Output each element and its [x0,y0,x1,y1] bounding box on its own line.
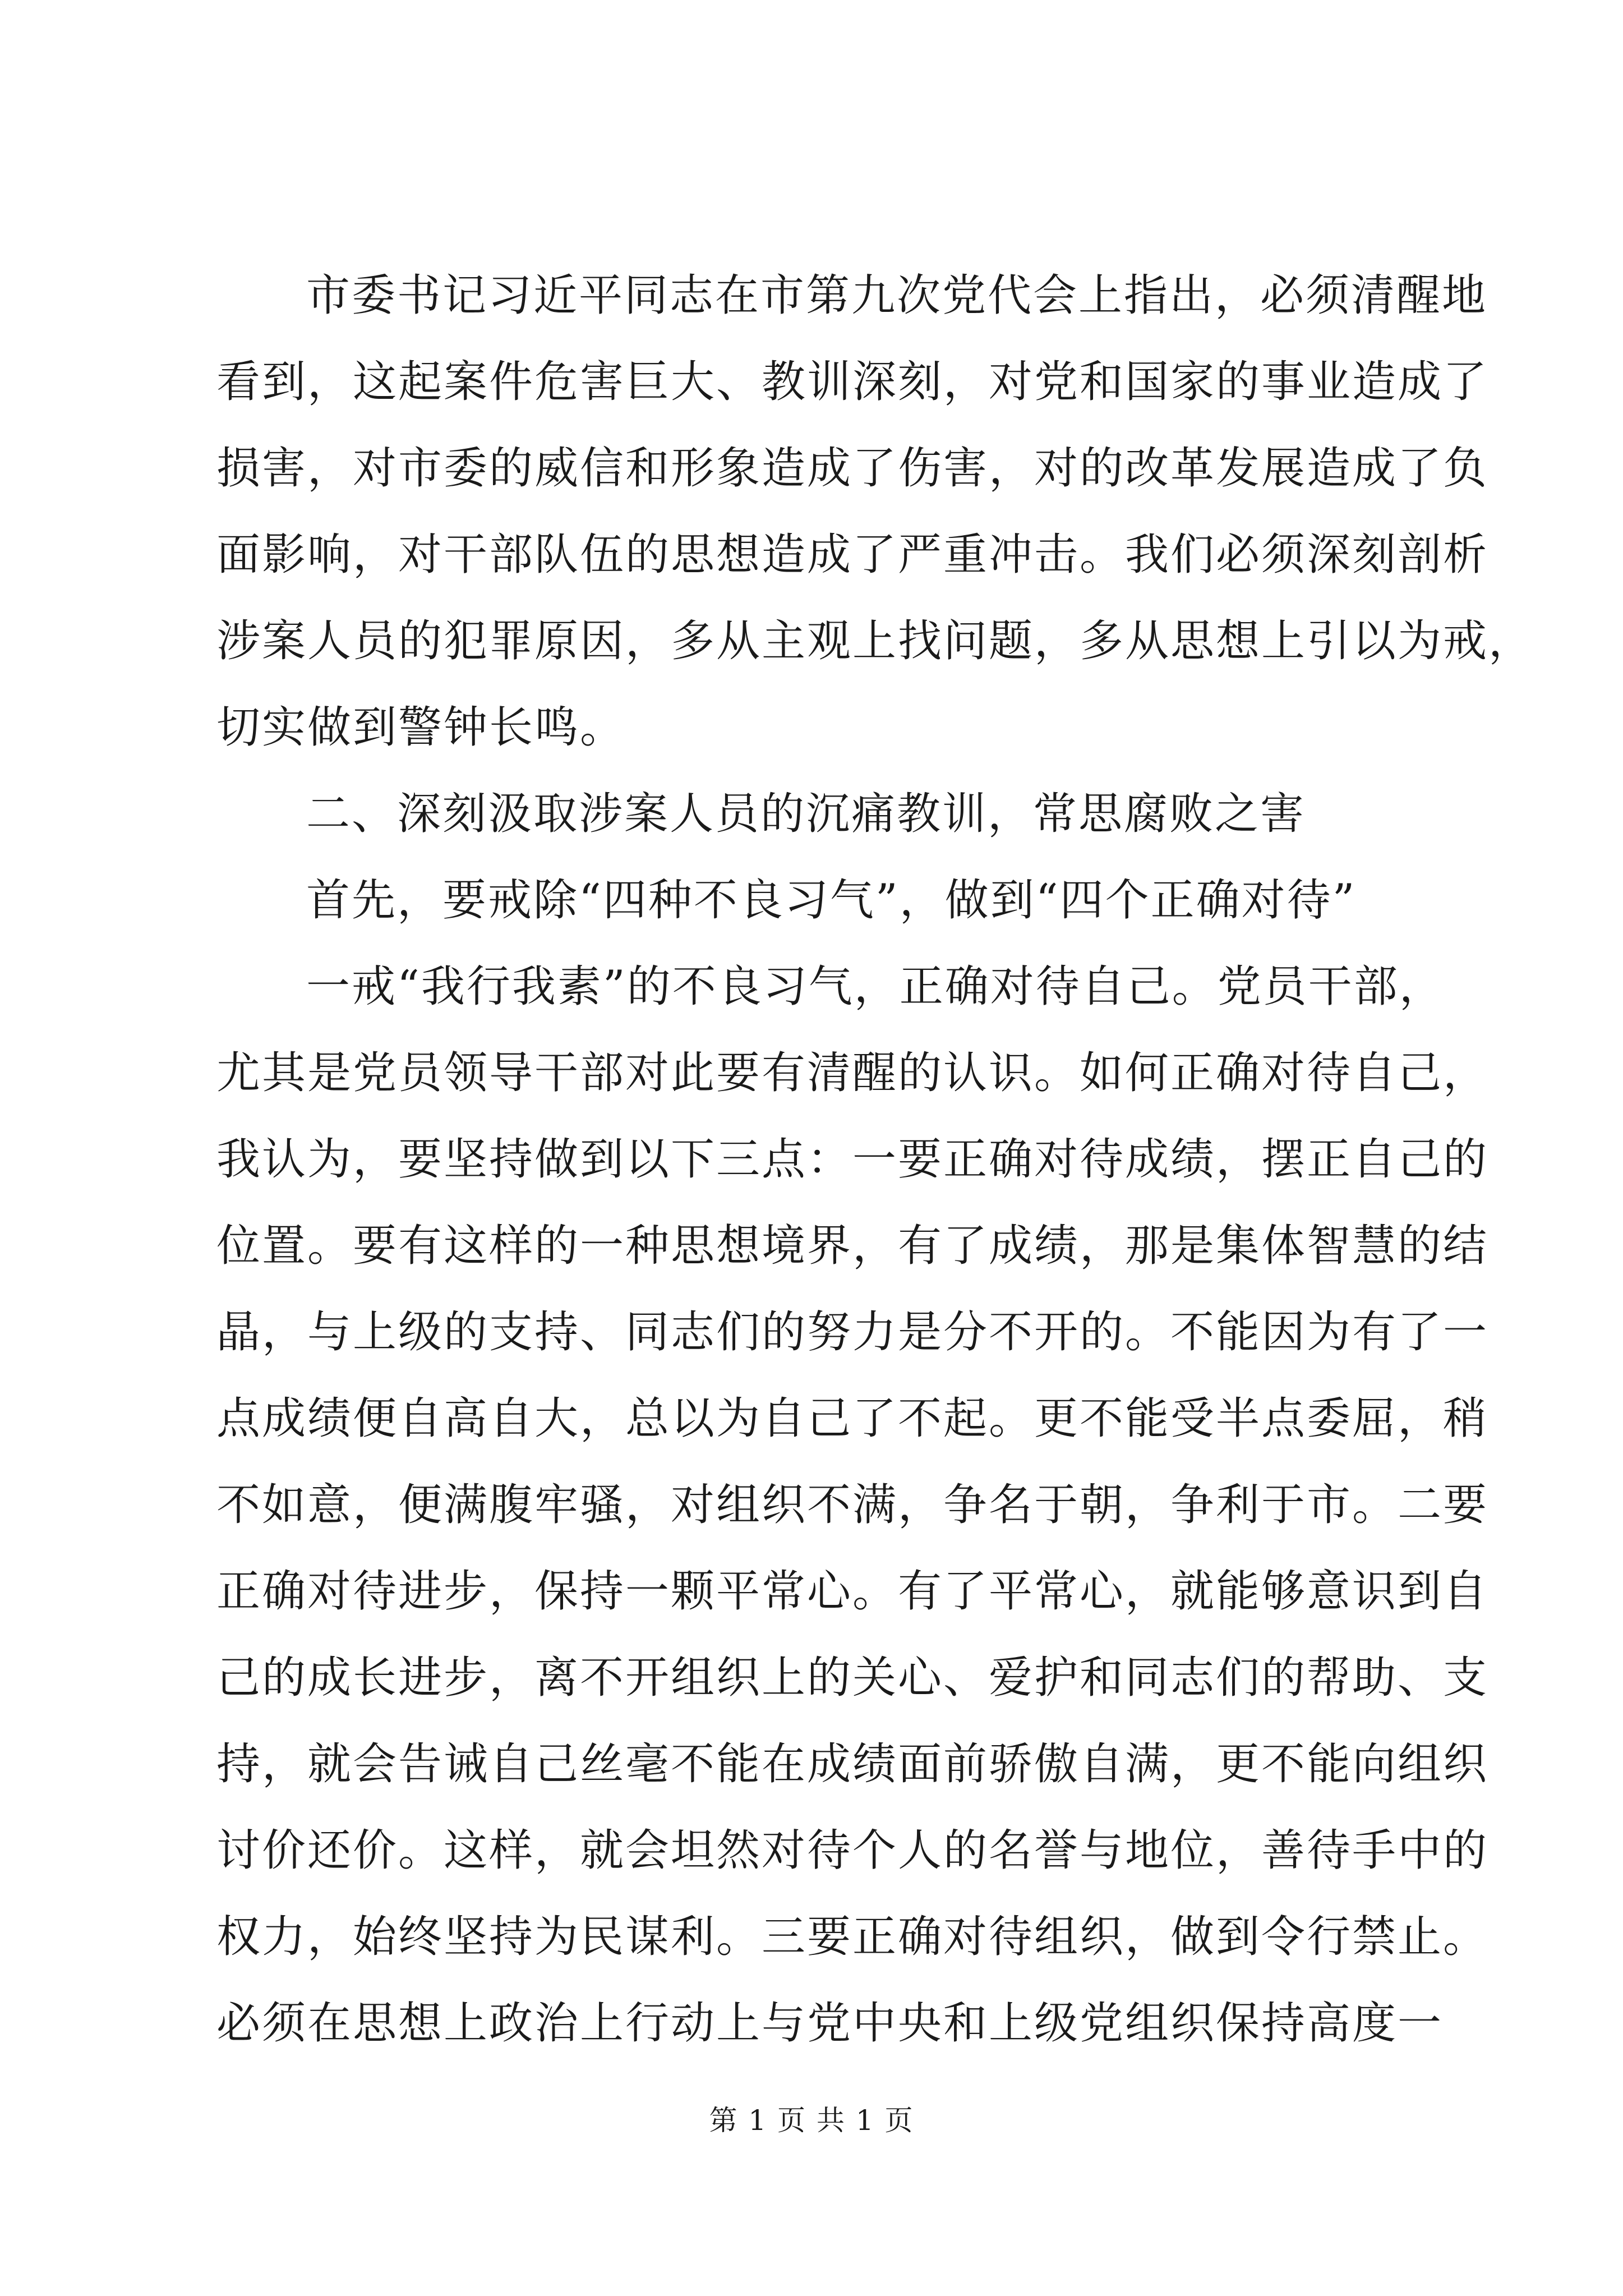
text-line-14: 点成绩便自高自大，总以为自己了不起。更不能受半点委屈，稍 [216,1393,1489,1444]
text-line-4: 面影响，对干部队伍的思想造成了严重冲击。我们必须深刻剖析 [216,530,1489,580]
text-line-6: 切实做到警钟长鸣。 [216,702,626,753]
text-line-13: 晶，与上级的支持、同志们的努力是分不开的。不能因为有了一 [216,1307,1489,1358]
text-line-20: 权力，始终坚持为民谋利。三要正确对待组织，做到令行禁止。 [216,1912,1489,1962]
text-line-10: 尤其是党员领导干部对此要有清醒的认识。如何正确对待自己， [216,1048,1489,1098]
text-line-19: 讨价还价。这样，就会坦然对待个人的名誉与地位，善待手中的 [216,1825,1489,1876]
text-line-3: 损害，对市委的威信和形象造成了伤害，对的改革发展造成了负 [216,443,1489,494]
section-heading: 二、深刻汲取涉案人员的沉痛教训，常思腐败之害 [306,789,1306,839]
document-body [216,252,1534,2067]
text-line-16: 正确对待进步，保持一颗平常心。有了平常心，就能够意识到自 [216,1566,1489,1617]
text-line-5: 涉案人员的犯罪原因，多从主观上找问题，多从思想上引以为戒， [216,616,1534,666]
text-line-9: 一戒“我行我素”的不良习气，正确对待自己。党员干部， [306,961,1445,1012]
page-number-footer: 第 1 页 共 1 页 [709,2104,914,2137]
text-line-21: 必须在思想上政治上行动上与党中央和上级党组织保持高度一 [216,1998,1444,2049]
text-line-11: 我认为，要坚持做到以下三点：一要正确对待成绩，摆正自己的 [216,1134,1489,1185]
text-line-12: 位置。要有这样的一种思想境界，有了成绩，那是集体智慧的结 [216,1221,1489,1271]
sub-heading: 首先，要戒除“四种不良习气”，做到“四个正确对待” [306,875,1357,926]
text-line-18: 持，就会告诫自己丝毫不能在成绩面前骄傲自满，更不能向组织 [216,1739,1489,1789]
text-line-17: 己的成长进步，离不开组织上的关心、爱护和同志们的帮助、支 [216,1653,1489,1703]
text-line-2: 看到，这起案件危害巨大、教训深刻，对党和国家的事业造成了 [216,357,1489,407]
text-line-1: 市委书记习近平同志在市第九次党代会上指出，必须清醒地 [306,270,1488,321]
text-line-15: 不如意，便满腹牢骚，对组织不满，争名于朝，争利于市。二要 [216,1480,1489,1530]
